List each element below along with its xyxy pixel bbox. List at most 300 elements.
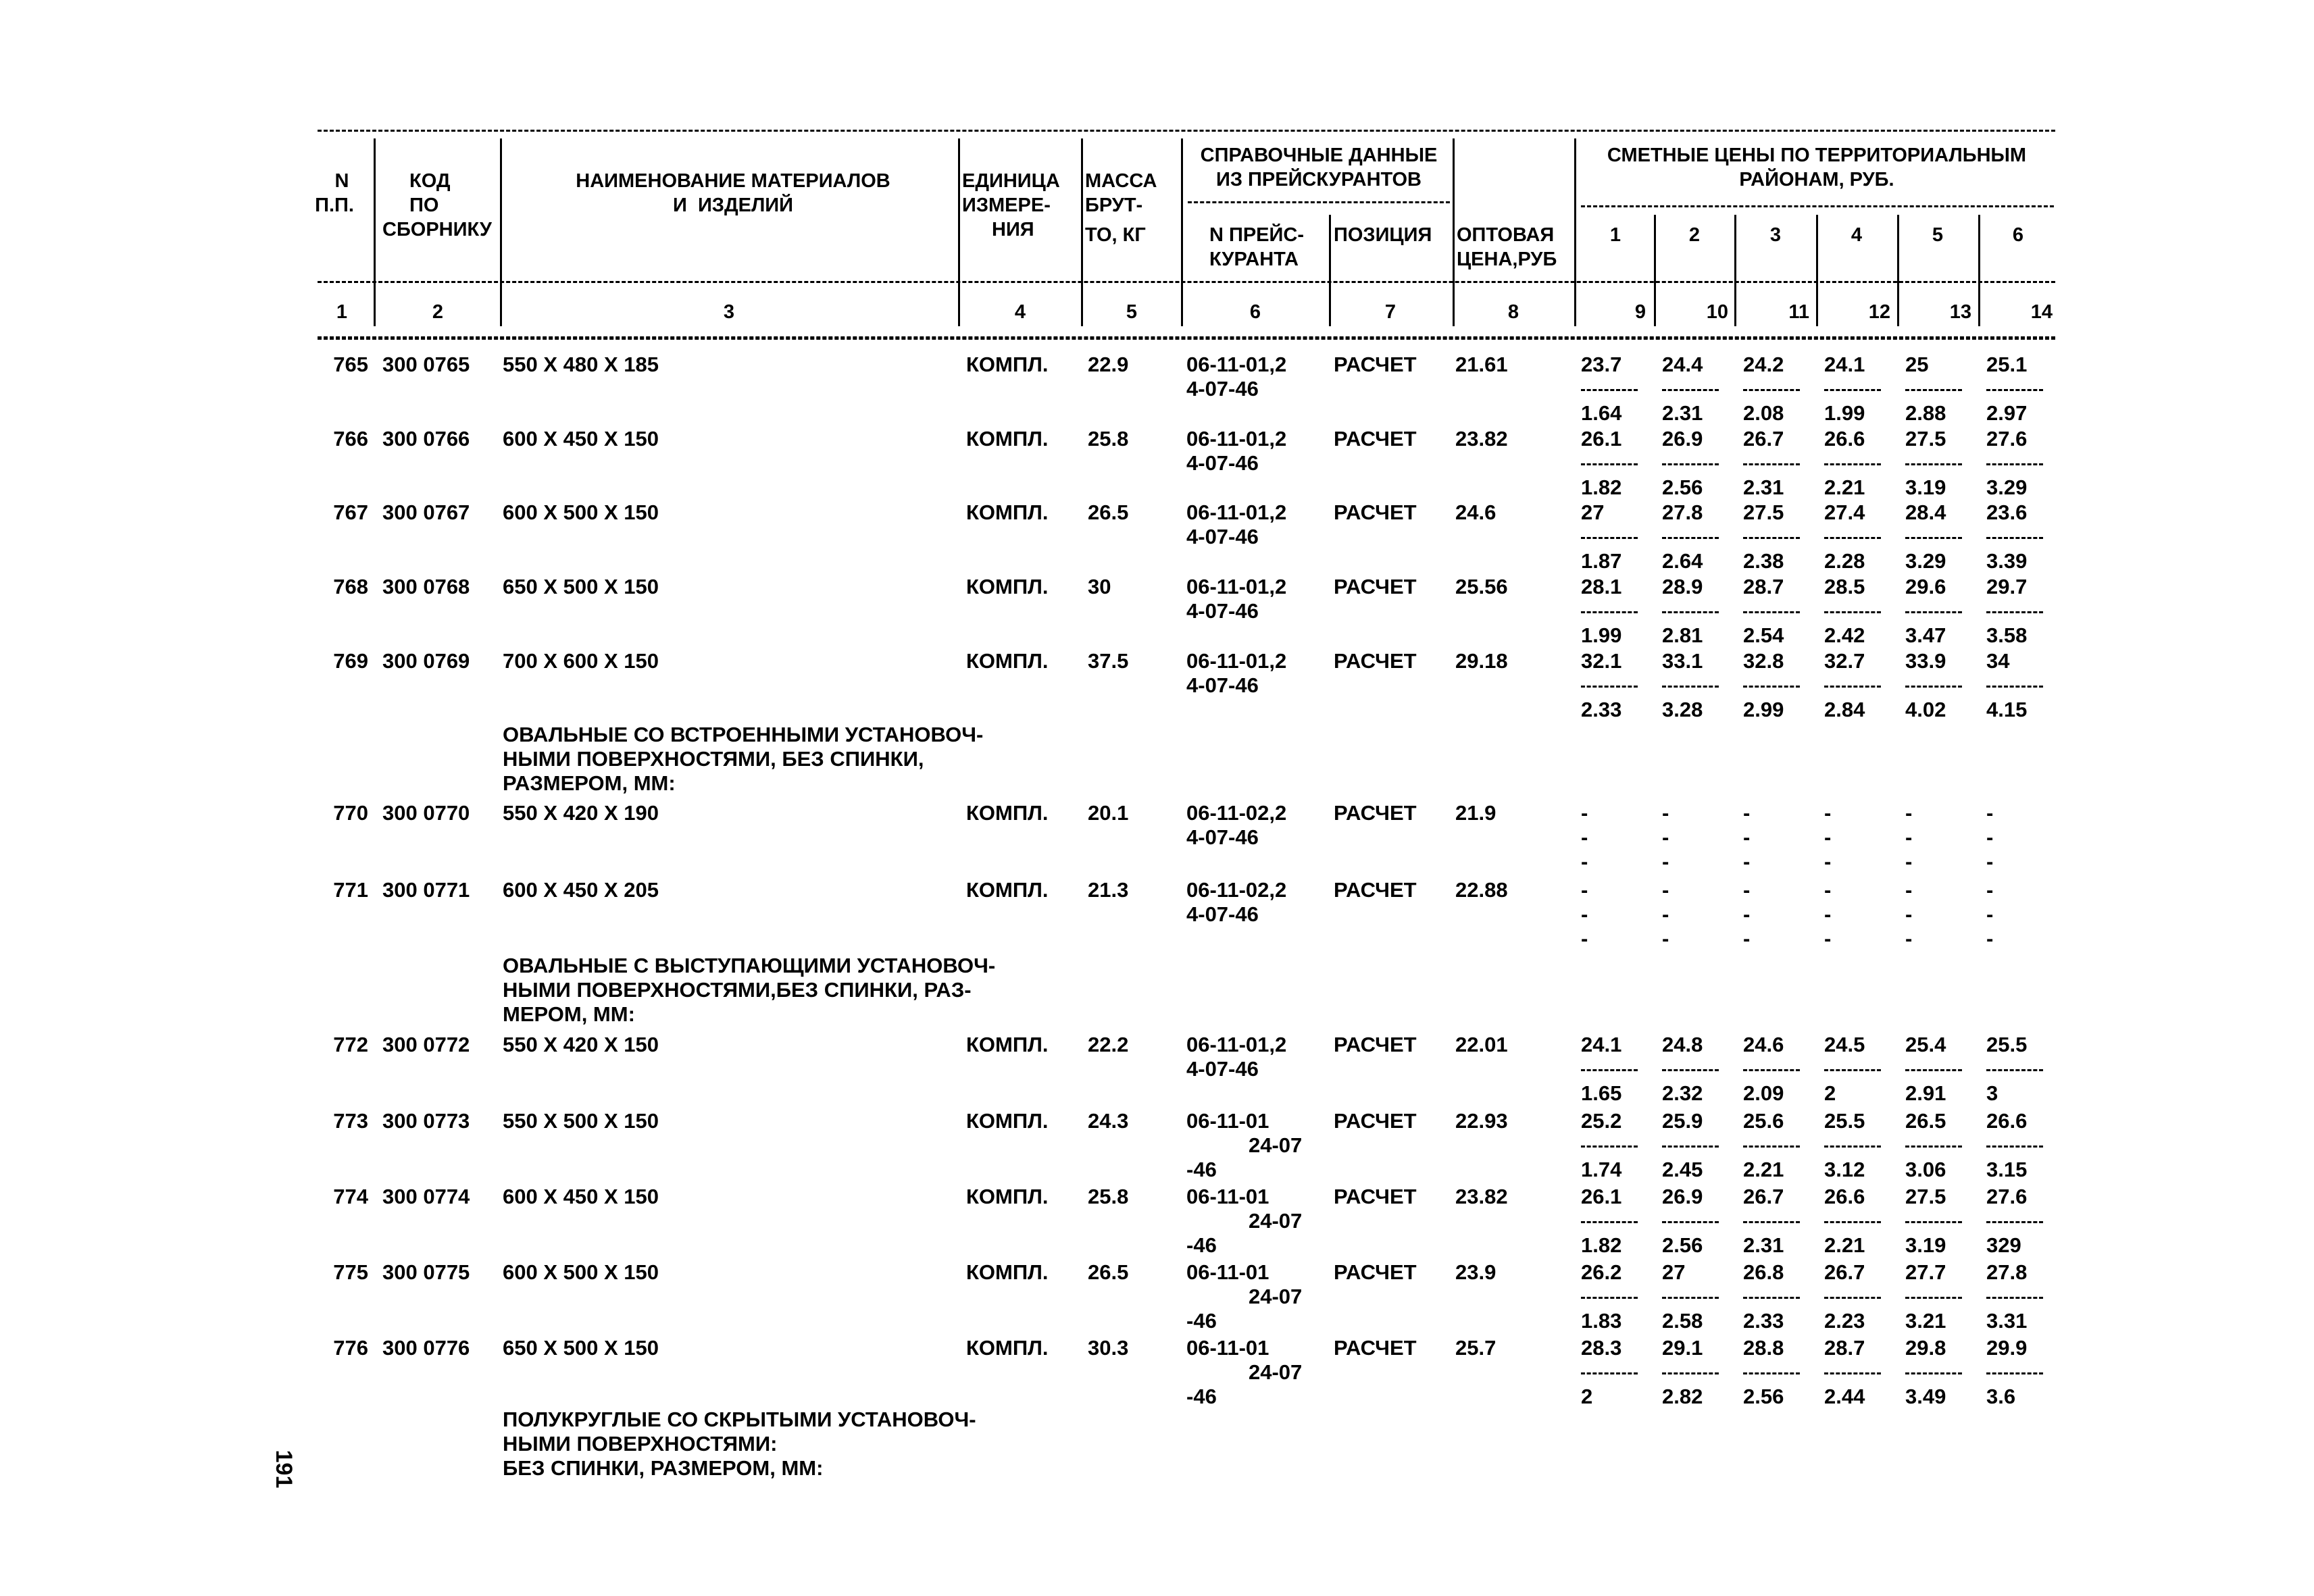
fraction-rule — [1986, 1221, 2043, 1223]
region-price-secondary: 2.56 — [1662, 1233, 1703, 1257]
region-price-secondary: 2.21 — [1743, 1158, 1784, 1181]
region-price-secondary: 2.84 — [1824, 698, 1865, 721]
region-price-secondary: 1.64 — [1581, 401, 1622, 425]
region-price-secondary: 2.82 — [1662, 1385, 1703, 1408]
row-unit: КОМПЛ. — [966, 575, 1049, 598]
fraction-rule — [1743, 1221, 1800, 1223]
fraction-rule — [1824, 463, 1881, 465]
region-price-secondary: 3.6 — [1986, 1385, 2016, 1408]
fraction-rule — [1581, 611, 1638, 613]
fraction-rule — [1743, 1297, 1800, 1299]
row-position: РАСЧЕТ — [1334, 801, 1417, 825]
colnum-3: 3 — [723, 301, 735, 323]
region-price-secondary: 2.58 — [1662, 1309, 1703, 1333]
region-price-secondary: 2.64 — [1662, 549, 1703, 573]
region-price-dash: - — [1986, 902, 1994, 926]
region-price: 24.4 — [1662, 353, 1703, 376]
region-price: - — [1581, 801, 1588, 825]
row-number: 774 — [333, 1185, 368, 1208]
row-code: 300 0766 — [382, 427, 470, 451]
region-price: 26.9 — [1662, 1185, 1703, 1208]
row-code: 300 0765 — [382, 353, 470, 376]
row-name: 700 X 600 X 150 — [503, 649, 659, 673]
row-mass: 21.3 — [1088, 878, 1129, 902]
fraction-rule — [1662, 1221, 1719, 1223]
header-col-num-line2: П.П. — [315, 195, 354, 216]
row-mass: 25.8 — [1088, 427, 1129, 451]
row-pricelist-cont: 24-07 — [1249, 1133, 1303, 1157]
region-price-secondary: 1.65 — [1581, 1081, 1622, 1105]
region-price-secondary: 2.09 — [1743, 1081, 1784, 1105]
row-unit: КОМПЛ. — [966, 649, 1049, 673]
fraction-rule — [1824, 1069, 1881, 1071]
region-price-secondary: 3.39 — [1986, 549, 2028, 573]
row-name: 600 X 450 X 150 — [503, 1185, 659, 1208]
fraction-rule — [1905, 1069, 1962, 1071]
row-wholesale-price: 29.18 — [1455, 649, 1508, 673]
row-wholesale-price: 23.82 — [1455, 427, 1508, 451]
colnum-2: 2 — [432, 301, 444, 323]
header-region-1: 1 — [1609, 224, 1621, 246]
row-code: 300 0772 — [382, 1033, 470, 1056]
region-price-dash: - — [1824, 825, 1832, 849]
row-number: 775 — [333, 1260, 368, 1284]
page-number: 191 — [271, 1449, 297, 1489]
row-code: 300 0770 — [382, 801, 470, 825]
region-price-secondary: 3.21 — [1905, 1309, 1946, 1333]
row-unit: КОМПЛ. — [966, 1033, 1049, 1056]
row-pricelist: 06-11-01,2 — [1186, 427, 1287, 451]
header-col-pricelist-line2: КУРАНТА — [1209, 249, 1299, 270]
colnum-6: 6 — [1249, 301, 1261, 323]
fraction-rule — [1743, 1069, 1800, 1071]
row-code: 300 0771 — [382, 878, 470, 902]
region-price: 26.6 — [1824, 427, 1865, 451]
region-price-dash: - — [1743, 850, 1751, 873]
region-price-secondary: 2.31 — [1743, 1233, 1784, 1257]
region-price-dash: - — [1581, 902, 1588, 926]
region-price-dash: - — [1905, 927, 1913, 950]
row-number: 776 — [333, 1336, 368, 1360]
region-price-dash: - — [1824, 927, 1832, 950]
fraction-rule — [1905, 1221, 1962, 1223]
region-price-secondary: 2.91 — [1905, 1081, 1946, 1105]
colnum-1: 1 — [336, 301, 348, 323]
region-price: 28.8 — [1743, 1336, 1784, 1360]
row-wholesale-price: 23.82 — [1455, 1185, 1508, 1208]
region-price-secondary: 2.45 — [1662, 1158, 1703, 1181]
region-price: 26.6 — [1824, 1185, 1865, 1208]
region-price-secondary: 2.56 — [1662, 475, 1703, 499]
row-pricelist: 06-11-02,2 — [1186, 878, 1287, 902]
row-name: 550 X 420 X 150 — [503, 1033, 659, 1056]
row-wholesale-price: 25.56 — [1455, 575, 1508, 598]
fraction-rule — [1905, 1297, 1962, 1299]
row-pricelist-cont: 4-07-46 — [1186, 673, 1259, 697]
row-mass: 22.2 — [1088, 1033, 1129, 1056]
region-price: 26.7 — [1743, 1185, 1784, 1208]
row-number: 765 — [333, 353, 368, 376]
region-price-secondary: 4.02 — [1905, 698, 1946, 721]
region-price-secondary: 2.97 — [1986, 401, 2028, 425]
header-separator — [1181, 138, 1183, 326]
region-price: - — [1905, 801, 1913, 825]
region-price-secondary: 3.06 — [1905, 1158, 1946, 1181]
fraction-rule — [1743, 389, 1800, 391]
header-region-5: 5 — [1932, 224, 1944, 246]
region-price: - — [1662, 878, 1669, 902]
fraction-rule — [1986, 389, 2043, 391]
region-price-dash: - — [1824, 850, 1832, 873]
row-name: 600 X 500 X 150 — [503, 500, 659, 524]
region-price-secondary: 2.81 — [1662, 623, 1703, 647]
row-position: РАСЧЕТ — [1334, 353, 1417, 376]
fraction-rule — [1824, 611, 1881, 613]
region-price: 25.9 — [1662, 1109, 1703, 1133]
region-price: 26.5 — [1905, 1109, 1946, 1133]
fraction-rule — [1662, 611, 1719, 613]
region-price-secondary: 2.44 — [1824, 1385, 1865, 1408]
region-price: 25.5 — [1824, 1109, 1865, 1133]
header-group-rule — [1581, 205, 2054, 207]
fraction-rule — [1581, 463, 1638, 465]
region-price-dash: - — [1986, 927, 1994, 950]
colnum-10: 10 — [1706, 301, 1728, 323]
row-wholesale-price: 21.9 — [1455, 801, 1496, 825]
region-price: 25.2 — [1581, 1109, 1622, 1133]
row-name: 550 X 500 X 150 — [503, 1109, 659, 1133]
row-mass: 20.1 — [1088, 801, 1129, 825]
region-price-secondary: 2.21 — [1824, 475, 1865, 499]
region-price-secondary: 329 — [1986, 1233, 2021, 1257]
row-pricelist: 06-11-01,2 — [1186, 575, 1287, 598]
fraction-rule — [1662, 537, 1719, 539]
section-line: ОВАЛЬНЫЕ С ВЫСТУПАЮЩИМИ УСТАНОВОЧ- — [503, 954, 996, 977]
header-col-code-line3: СБОРНИКУ — [382, 219, 492, 240]
fraction-rule — [1905, 1372, 1962, 1374]
table-body-top-rule — [318, 338, 2055, 340]
region-price-secondary: 3.19 — [1905, 1233, 1946, 1257]
header-col-position: ПОЗИЦИЯ — [1334, 224, 1432, 246]
row-name: 650 X 500 X 150 — [503, 1336, 659, 1360]
region-price: 28.9 — [1662, 575, 1703, 598]
header-col-unit-line1: ЕДИНИЦА — [962, 170, 1060, 192]
header-col-code-line2: ПО — [409, 195, 439, 216]
fraction-rule — [1986, 1297, 2043, 1299]
row-pricelist-cont: 24-07 — [1249, 1360, 1303, 1384]
region-price-secondary: 1.82 — [1581, 475, 1622, 499]
region-price: - — [1581, 878, 1588, 902]
region-price: 27.5 — [1905, 427, 1946, 451]
region-price: 26.8 — [1743, 1260, 1784, 1284]
region-price: 33.1 — [1662, 649, 1703, 673]
row-mass: 30 — [1088, 575, 1111, 598]
header-separator — [1081, 138, 1083, 326]
fraction-rule — [1581, 1372, 1638, 1374]
row-code: 300 0767 — [382, 500, 470, 524]
region-price: 27.8 — [1662, 500, 1703, 524]
region-price-secondary: 2 — [1581, 1385, 1593, 1408]
region-price-dash: - — [1662, 927, 1669, 950]
row-code: 300 0773 — [382, 1109, 470, 1133]
fraction-rule — [1824, 537, 1881, 539]
region-price-dash: - — [1824, 902, 1832, 926]
region-price: 27.7 — [1905, 1260, 1946, 1284]
fraction-rule — [1581, 1069, 1638, 1071]
row-mass: 37.5 — [1088, 649, 1129, 673]
header-col-unit-line2: ИЗМЕРЕ- — [962, 195, 1051, 216]
region-price-secondary: 3.29 — [1905, 549, 1946, 573]
fraction-rule — [1986, 611, 2043, 613]
header-col-price-line1: ОПТОВАЯ — [1457, 224, 1555, 246]
header-separator — [500, 138, 502, 326]
row-pricelist-cont: -46 — [1186, 1158, 1217, 1181]
row-pricelist-cont: 4-07-46 — [1186, 825, 1259, 849]
colnum-11: 11 — [1788, 301, 1809, 323]
row-pricelist-cont: 4-07-46 — [1186, 525, 1259, 548]
region-price-secondary: 3.12 — [1824, 1158, 1865, 1181]
region-price: 24.2 — [1743, 353, 1784, 376]
region-price-secondary: 3.47 — [1905, 623, 1946, 647]
row-name: 600 X 500 X 150 — [503, 1260, 659, 1284]
fraction-rule — [1662, 1145, 1719, 1148]
fraction-rule — [1743, 463, 1800, 465]
row-unit: КОМПЛ. — [966, 353, 1049, 376]
region-price: 29.7 — [1986, 575, 2028, 598]
region-price-secondary: 1.74 — [1581, 1158, 1622, 1181]
header-prices-group-line1: СМЕТНЫЕ ЦЕНЫ ПО ТЕРРИТОРИАЛЬНЫМ — [1607, 145, 2027, 166]
header-mid-rule — [318, 281, 2055, 283]
row-mass: 26.5 — [1088, 500, 1129, 524]
section-line: БЕЗ СПИНКИ, РАЗМЕРОМ, ММ: — [503, 1456, 824, 1480]
row-pricelist-cont: -46 — [1186, 1385, 1217, 1408]
header-col-mass-line2: БРУТ- — [1085, 195, 1143, 216]
region-price: - — [1986, 878, 1994, 902]
row-mass: 26.5 — [1088, 1260, 1129, 1284]
region-price-secondary: 1.99 — [1824, 401, 1865, 425]
region-price-secondary: 2.56 — [1743, 1385, 1784, 1408]
fraction-rule — [1581, 686, 1638, 688]
row-number: 769 — [333, 649, 368, 673]
region-price: 29.9 — [1986, 1336, 2028, 1360]
fraction-rule — [1905, 389, 1962, 391]
fraction-rule — [1743, 686, 1800, 688]
row-pricelist-cont: 4-07-46 — [1186, 599, 1259, 623]
header-col-pricelist-line1: N ПРЕЙС- — [1209, 224, 1304, 246]
fraction-rule — [1905, 463, 1962, 465]
region-price: 23.7 — [1581, 353, 1622, 376]
region-price: - — [1662, 801, 1669, 825]
region-price-secondary: 3 — [1986, 1081, 1998, 1105]
region-price: 28.1 — [1581, 575, 1622, 598]
region-price: 25 — [1905, 353, 1929, 376]
region-price-secondary: 2.38 — [1743, 549, 1784, 573]
header-prices-group-line2: РАЙОНАМ, РУБ. — [1739, 169, 1894, 190]
region-price: 28.5 — [1824, 575, 1865, 598]
region-price: 32.1 — [1581, 649, 1622, 673]
row-pricelist: 06-11-01,2 — [1186, 353, 1287, 376]
row-position: РАСЧЕТ — [1334, 427, 1417, 451]
row-wholesale-price: 21.61 — [1455, 353, 1508, 376]
section-line: РАЗМЕРОМ, ММ: — [503, 771, 676, 795]
header-separator — [1897, 215, 1899, 326]
region-price: 24.8 — [1662, 1033, 1703, 1056]
region-price-secondary: 2.33 — [1581, 698, 1622, 721]
row-pricelist: 06-11-01 — [1186, 1185, 1269, 1208]
region-price-dash: - — [1662, 902, 1669, 926]
header-ref-group-line1: СПРАВОЧНЫЕ ДАННЫЕ — [1200, 145, 1438, 166]
header-region-4: 4 — [1851, 224, 1863, 246]
fraction-rule — [1662, 463, 1719, 465]
fraction-rule — [1986, 1069, 2043, 1071]
header-separator — [374, 138, 376, 326]
region-price: 25.4 — [1905, 1033, 1946, 1056]
row-unit: КОМПЛ. — [966, 500, 1049, 524]
section-line: МЕРОМ, ММ: — [503, 1002, 635, 1026]
row-wholesale-price: 22.93 — [1455, 1109, 1508, 1133]
row-unit: КОМПЛ. — [966, 427, 1049, 451]
region-price: 32.8 — [1743, 649, 1784, 673]
section-line: НЫМИ ПОВЕРХНОСТЯМИ: — [503, 1432, 778, 1456]
row-code: 300 0776 — [382, 1336, 470, 1360]
row-name: 600 X 450 X 205 — [503, 878, 659, 902]
region-price: - — [1743, 801, 1751, 825]
region-price-dash: - — [1743, 902, 1751, 926]
header-col-num-line1: N — [334, 170, 349, 192]
fraction-rule — [1581, 389, 1638, 391]
region-price: - — [1824, 801, 1832, 825]
row-pricelist: 06-11-01,2 — [1186, 500, 1287, 524]
row-mass: 25.8 — [1088, 1185, 1129, 1208]
region-price: 32.7 — [1824, 649, 1865, 673]
fraction-rule — [1662, 686, 1719, 688]
region-price-secondary: 2.28 — [1824, 549, 1865, 573]
fraction-rule — [1986, 686, 2043, 688]
row-pricelist-cont: 24-07 — [1249, 1209, 1303, 1233]
region-price-dash: - — [1662, 825, 1669, 849]
header-col-code-line1: КОД — [409, 170, 451, 192]
region-price: 26.6 — [1986, 1109, 2028, 1133]
region-price-secondary: 3.19 — [1905, 475, 1946, 499]
region-price-dash: - — [1581, 825, 1588, 849]
fraction-rule — [1824, 686, 1881, 688]
section-line: НЫМИ ПОВЕРХНОСТЯМИ, БЕЗ СПИНКИ, — [503, 747, 924, 771]
header-col-unit-line3: НИЯ — [992, 219, 1034, 240]
colnum-13: 13 — [1949, 301, 1971, 323]
row-position: РАСЧЕТ — [1334, 500, 1417, 524]
section-line: ПОЛУКРУГЛЫЕ СО СКРЫТЫМИ УСТАНОВОЧ- — [503, 1408, 976, 1431]
row-wholesale-price: 22.01 — [1455, 1033, 1508, 1056]
region-price-secondary: 2.54 — [1743, 623, 1784, 647]
row-pricelist-cont: -46 — [1186, 1309, 1217, 1333]
region-price: 25.1 — [1986, 353, 2028, 376]
section-line: НЫМИ ПОВЕРХНОСТЯМИ,БЕЗ СПИНКИ, РАЗ- — [503, 978, 972, 1002]
fraction-rule — [1905, 537, 1962, 539]
row-position: РАСЧЕТ — [1334, 575, 1417, 598]
region-price-secondary: 2.33 — [1743, 1309, 1784, 1333]
fraction-rule — [1986, 537, 2043, 539]
region-price-secondary: 2.99 — [1743, 698, 1784, 721]
colnum-7: 7 — [1384, 301, 1397, 323]
header-ref-group-line2: ИЗ ПРЕЙСКУРАНТОВ — [1215, 169, 1422, 190]
region-price-secondary: 2 — [1824, 1081, 1836, 1105]
colnum-12: 12 — [1868, 301, 1890, 323]
row-pricelist-cont: 4-07-46 — [1186, 1057, 1259, 1081]
header-separator — [958, 138, 960, 326]
region-price-secondary: 1.99 — [1581, 623, 1622, 647]
row-code: 300 0768 — [382, 575, 470, 598]
region-price: 28.7 — [1743, 575, 1784, 598]
region-price-dash: - — [1905, 825, 1913, 849]
region-price: 27.6 — [1986, 427, 2028, 451]
fraction-rule — [1905, 611, 1962, 613]
row-pricelist: 06-11-01 — [1186, 1336, 1269, 1360]
fraction-rule — [1986, 1372, 2043, 1374]
region-price: 25.5 — [1986, 1033, 2028, 1056]
region-price-dash: - — [1581, 927, 1588, 950]
region-price: 24.6 — [1743, 1033, 1784, 1056]
row-pricelist-cont: 4-07-46 — [1186, 377, 1259, 401]
row-mass: 24.3 — [1088, 1109, 1129, 1133]
region-price-dash: - — [1905, 902, 1913, 926]
region-price: 25.6 — [1743, 1109, 1784, 1133]
region-price-secondary: 2.88 — [1905, 401, 1946, 425]
region-price-secondary: 1.87 — [1581, 549, 1622, 573]
region-price-secondary: 2.08 — [1743, 401, 1784, 425]
row-unit: КОМПЛ. — [966, 878, 1049, 902]
row-number: 766 — [333, 427, 368, 451]
row-name: 550 X 480 X 185 — [503, 353, 659, 376]
row-name: 550 X 420 X 190 — [503, 801, 659, 825]
row-mass: 30.3 — [1088, 1336, 1129, 1360]
row-wholesale-price: 25.7 — [1455, 1336, 1496, 1360]
fraction-rule — [1581, 1297, 1638, 1299]
fraction-rule — [1986, 463, 2043, 465]
region-price: 27.4 — [1824, 500, 1865, 524]
header-col-mass-line1: МАССА — [1085, 170, 1157, 192]
header-separator — [1654, 215, 1656, 326]
region-price-secondary: 4.15 — [1986, 698, 2028, 721]
region-price-dash: - — [1905, 850, 1913, 873]
row-pricelist-cont: 4-07-46 — [1186, 451, 1259, 475]
row-number: 768 — [333, 575, 368, 598]
region-price: 29.1 — [1662, 1336, 1703, 1360]
fraction-rule — [1743, 537, 1800, 539]
row-number: 770 — [333, 801, 368, 825]
header-top-rule — [318, 130, 2055, 132]
region-price: 27.6 — [1986, 1185, 2028, 1208]
region-price-secondary: 3.58 — [1986, 623, 2028, 647]
region-price-secondary: 2.23 — [1824, 1309, 1865, 1333]
header-separator — [1978, 215, 1980, 326]
row-unit: КОМПЛ. — [966, 1336, 1049, 1360]
region-price-secondary: 2.32 — [1662, 1081, 1703, 1105]
row-number: 772 — [333, 1033, 368, 1056]
row-wholesale-price: 22.88 — [1455, 878, 1508, 902]
fraction-rule — [1662, 1297, 1719, 1299]
header-col-name-line2: И ИЗДЕЛИЙ — [672, 195, 793, 216]
row-pricelist: 06-11-01 — [1186, 1260, 1269, 1284]
fraction-rule — [1824, 1372, 1881, 1374]
region-price: 33.9 — [1905, 649, 1946, 673]
row-number: 767 — [333, 500, 368, 524]
row-number: 773 — [333, 1109, 368, 1133]
region-price-secondary: 3.29 — [1986, 475, 2028, 499]
row-pricelist-cont: 4-07-46 — [1186, 902, 1259, 926]
fraction-rule — [1662, 389, 1719, 391]
region-price: 29.6 — [1905, 575, 1946, 598]
region-price-secondary: 1.83 — [1581, 1309, 1622, 1333]
